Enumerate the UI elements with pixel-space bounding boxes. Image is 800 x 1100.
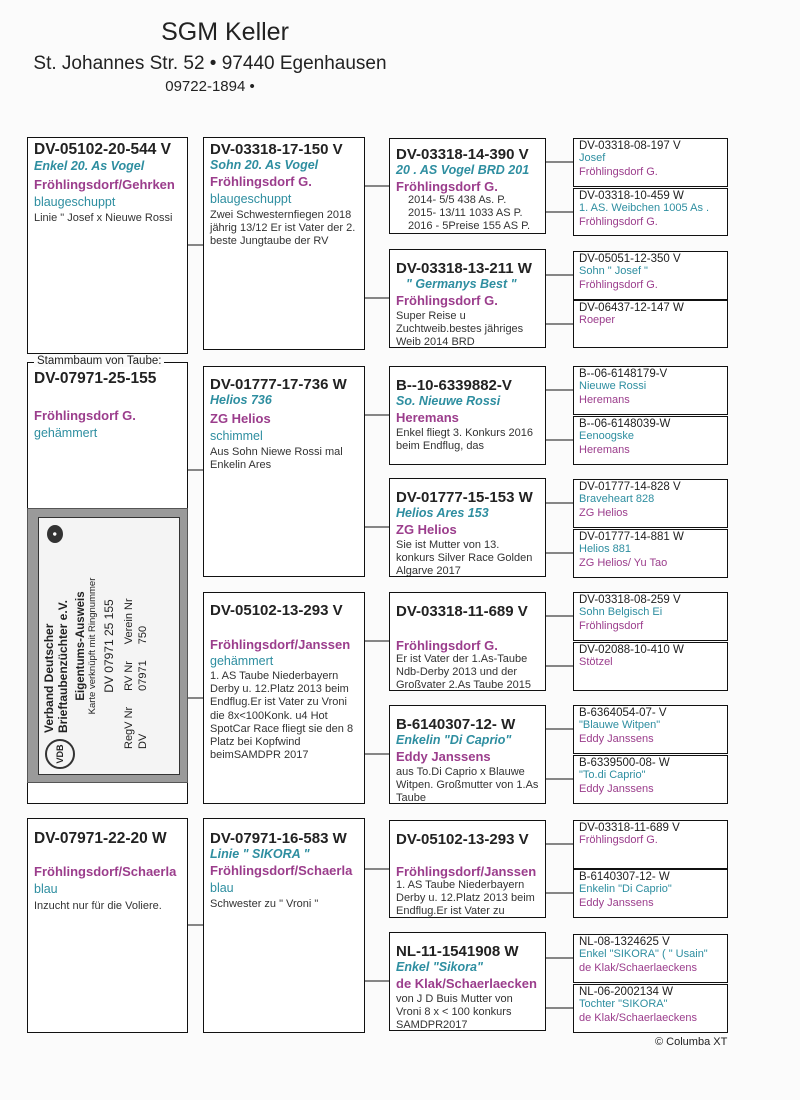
mother-box bbox=[27, 818, 188, 1033]
gggp-ring: B--06-6148179-V bbox=[579, 368, 668, 380]
gggp-ring: DV-06437-12-147 W bbox=[579, 302, 684, 314]
gggp-line: "Blauwe Witpen" bbox=[579, 719, 661, 731]
gggp-line: Roeper bbox=[579, 314, 616, 326]
gp-ff-info: Zwei Schwesternfiegen 2018 jährig 13/12 Er ist Vater der 2. beste Jungtaube der RV bbox=[210, 209, 356, 248]
gggp-ring: NL-08-1324625 V bbox=[579, 936, 670, 948]
ggp-info: Sie ist Mutter von 13. konkurs Silver Race Golden Algarve 2017 bbox=[396, 539, 533, 577]
ggp-box bbox=[389, 932, 546, 1031]
ownership-card-inner bbox=[38, 517, 180, 775]
ggp-breeder: Fröhlingsdorf/Janssen bbox=[396, 864, 537, 879]
subject-breeder: Fröhlingsdorf G. bbox=[34, 408, 136, 423]
gggp-box bbox=[573, 984, 728, 1033]
gggp-box bbox=[573, 188, 728, 236]
gggp-line: Nieuwe Rossi bbox=[579, 380, 647, 392]
card-subtitle: Karte verknüpft mit Ringnummer bbox=[86, 577, 98, 715]
ggp-box bbox=[389, 138, 546, 234]
gggp-ring: DV-03318-08-197 V bbox=[579, 140, 681, 152]
gggp-line: Eddy Janssens bbox=[579, 782, 654, 795]
ggp-breeder: Fröhlingsdorf G. bbox=[396, 638, 498, 653]
gp-mf-ring: DV-05102-13-293 V bbox=[210, 602, 343, 619]
subject-color: gehämmert bbox=[34, 426, 98, 440]
card-number: DV 07971 25 155 bbox=[101, 599, 116, 693]
ggp-ring: DV-05102-13-293 V bbox=[396, 831, 529, 848]
card-value: DV bbox=[136, 733, 149, 749]
header-name: SGM Keller bbox=[161, 18, 289, 46]
gggp-line: Helios 881 bbox=[579, 543, 631, 555]
gggp-box bbox=[573, 869, 728, 918]
card-title: Eigentums-Ausweis bbox=[74, 591, 87, 701]
gggp-ring: B-6140307-12- W bbox=[579, 871, 670, 883]
ggp-box bbox=[389, 478, 546, 577]
gggp-line: Fröhlingsdorf G. bbox=[579, 834, 658, 846]
gggp-line: ZG Helios bbox=[579, 506, 628, 519]
card-header: Verein Nr bbox=[122, 598, 135, 645]
gggp-line: Tochter "SIKORA" bbox=[579, 998, 668, 1010]
grandparent-mf-box bbox=[203, 592, 365, 804]
grandparent-ff-box bbox=[203, 137, 365, 350]
gggp-line: Eddy Janssens bbox=[579, 732, 654, 745]
ggp-ring: DV-01777-15-153 W bbox=[396, 489, 533, 506]
pigeon-icon: ● bbox=[47, 525, 63, 543]
ggp-info: Super Reise u Zuchtweib.bestes jähriges Weib 2014 BRD bbox=[396, 310, 524, 348]
gggp-box bbox=[573, 251, 728, 300]
ggp-box bbox=[389, 249, 546, 348]
gggp-line: de Klak/Schaerlaeckens bbox=[579, 1011, 698, 1024]
gggp-line: ZG Helios/ Yu Tao bbox=[579, 556, 668, 569]
ggp-box bbox=[389, 366, 546, 465]
card-org-line2: Brieftaubenzüchter e.V. bbox=[55, 600, 70, 733]
ggp-info: Er ist Vater der 1.As-Taube Ndb-Derby 2013 und der Großvater 2.As Taube 2015 bbox=[396, 653, 531, 691]
ggp-desc: Helios Ares 153 bbox=[396, 506, 489, 520]
ggp-ring: DV-03318-11-689 V bbox=[396, 603, 528, 620]
vdb-logo-icon: VDB bbox=[45, 739, 75, 769]
gp-mm-breeder: Fröhlingsdorf/Schaerla bbox=[210, 863, 353, 878]
gggp-box bbox=[573, 479, 728, 528]
gggp-box bbox=[573, 934, 728, 983]
gggp-ring: DV-01777-14-828 V bbox=[579, 481, 681, 493]
gp-fm-ring: DV-01777-17-736 W bbox=[210, 376, 347, 393]
mother-info: Inzucht nur für die Voliere. bbox=[34, 900, 162, 912]
father-box bbox=[27, 137, 188, 354]
ggp-ring: B--10-6339882-V bbox=[396, 377, 512, 394]
grandparent-mm-box bbox=[203, 818, 365, 1033]
gp-mf-color: gehämmert bbox=[210, 654, 274, 668]
ggp-breeder: Heremans bbox=[396, 410, 459, 425]
ggp-breeder: ZG Helios bbox=[396, 522, 457, 537]
header-phone: 09722-1894 • bbox=[165, 78, 255, 95]
card-value: 07971 bbox=[136, 660, 149, 691]
father-desc: Enkel 20. As Vogel bbox=[34, 159, 145, 173]
card-table bbox=[122, 590, 150, 757]
gp-mm-desc: Linie " SIKORA " bbox=[210, 847, 310, 861]
gp-ff-ring: DV-03318-17-150 V bbox=[210, 141, 343, 158]
card-value: 750 bbox=[136, 625, 149, 645]
grandparent-fm-box bbox=[203, 366, 365, 577]
gggp-line: Eenoogske bbox=[579, 430, 635, 442]
card-org-line1: Verband Deutscher bbox=[42, 623, 56, 733]
father-ring: DV-05102-20-544 V bbox=[34, 141, 172, 158]
gggp-ring: NL-06-2002134 W bbox=[579, 986, 673, 998]
card-header: RV Nr bbox=[122, 661, 135, 691]
ggp-desc: 20 . AS Vogel BRD 201 bbox=[396, 163, 530, 177]
father-breeder: Fröhlingsdorf/Gehrken bbox=[34, 177, 175, 192]
ggp-info: 1. AS Taube Niederbayern Derby u. 12.Platz 2013 beim Endflug.Er ist Vater zu bbox=[396, 879, 535, 918]
gggp-box bbox=[573, 529, 728, 578]
gggp-box bbox=[573, 138, 728, 187]
stammbaum-label: Stammbaum von Taube: bbox=[34, 355, 164, 367]
copyright: © Columba XT bbox=[655, 1036, 728, 1048]
ggp-info: von J D Buis Mutter von Vroni 8 x < 100 konkurs SAMDPR2017 bbox=[396, 993, 513, 1031]
ggp-box bbox=[389, 592, 546, 691]
gggp-line: Fröhlingsdorf G. bbox=[579, 165, 658, 178]
gggp-ring: DV-01777-14-881 W bbox=[579, 531, 684, 543]
gp-mf-breeder: Fröhlingsdorf/Janssen bbox=[210, 637, 351, 652]
gggp-line: Fröhlingsdorf G. bbox=[579, 278, 658, 291]
gggp-line: Heremans bbox=[579, 393, 630, 406]
gggp-ring: DV-03318-11-689 V bbox=[579, 822, 680, 834]
mother-color: blau bbox=[34, 882, 58, 896]
father-info: Linie " Josef x Nieuwe Rossi bbox=[34, 212, 173, 224]
gp-fm-color: schimmel bbox=[210, 429, 263, 443]
gggp-line: Fröhlingsdorf G. bbox=[579, 215, 658, 228]
ggp-desc: " Germanys Best " bbox=[406, 277, 517, 291]
gggp-box bbox=[573, 416, 728, 465]
gggp-ring: B--06-6148039-W bbox=[579, 418, 671, 430]
ggp-breeder: Fröhlingsdorf G. bbox=[396, 293, 498, 308]
ggp-info: aus To.Di Caprio x Blauwe Witpen. Großmutter von 1.As Taube bbox=[396, 766, 539, 804]
header-address: St. Johannes Str. 52 • 97440 Egenhausen bbox=[33, 53, 387, 74]
ownership-card-content bbox=[43, 521, 175, 771]
gggp-line: Enkelin "Di Caprio" bbox=[579, 883, 672, 895]
ggp-breeder: Eddy Janssens bbox=[396, 749, 491, 764]
gggp-ring: DV-05051-12-350 V bbox=[579, 253, 681, 265]
gp-mm-color: blau bbox=[210, 881, 234, 895]
ggp-breeder: de Klak/Schaerlaecken bbox=[396, 976, 537, 991]
ggp-info-line: 2016 - 5Preise 155 AS P. bbox=[408, 220, 531, 233]
subject-ring: DV-07971-25-155 bbox=[34, 370, 157, 387]
gggp-ring: B-6339500-08- W bbox=[579, 757, 670, 769]
gp-ff-color: blaugeschuppt bbox=[210, 192, 292, 206]
gp-fm-desc: Helios 736 bbox=[210, 393, 272, 407]
ggp-info: Enkel fliegt 3. Konkurs 2016 beim Endflug, das bbox=[396, 427, 533, 453]
ggp-desc: Enkel "Sikora" bbox=[396, 960, 483, 974]
gggp-ring: B-6364054-07- V bbox=[579, 707, 667, 719]
ggp-desc: So. Nieuwe Rossi bbox=[396, 394, 501, 408]
ownership-card bbox=[27, 508, 188, 783]
ggp-ring: B-6140307-12- W bbox=[396, 716, 516, 733]
ggp-box bbox=[389, 820, 546, 918]
gggp-line: Fröhlingsdorf bbox=[579, 619, 644, 632]
gp-ff-desc: Sohn 20. As Vogel bbox=[210, 158, 319, 172]
gggp-box bbox=[573, 366, 728, 415]
father-color: blaugeschuppt bbox=[34, 195, 116, 209]
gggp-line: Heremans bbox=[579, 443, 630, 456]
gp-fm-info: Aus Sohn Niewe Rossi mal Enkelin Ares bbox=[210, 446, 343, 472]
gggp-box bbox=[573, 592, 728, 641]
gggp-box bbox=[573, 705, 728, 754]
ggp-box bbox=[389, 705, 546, 804]
gggp-box bbox=[573, 820, 728, 869]
gggp-line: Braveheart 828 bbox=[579, 493, 655, 505]
gggp-ring: DV-03318-10-459 W bbox=[579, 190, 684, 202]
gggp-line: de Klak/Schaerlaeckens bbox=[579, 961, 698, 974]
gggp-line: Eddy Janssens bbox=[579, 896, 654, 909]
gggp-box bbox=[573, 755, 728, 804]
gggp-line: Enkel "SIKORA" ( " Usain" bbox=[579, 948, 708, 960]
gggp-line: Sohn Belgisch Ei bbox=[579, 606, 663, 618]
gggp-ring: DV-02088-10-410 W bbox=[579, 644, 684, 656]
ggp-ring: DV-03318-14-390 V bbox=[396, 146, 529, 163]
mother-ring: DV-07971-22-20 W bbox=[34, 830, 167, 847]
gggp-line: 1. AS. Weibchen 1005 As . bbox=[579, 202, 710, 214]
ggp-info-line: 2015- 13/11 1033 AS P. bbox=[408, 207, 523, 220]
gp-mm-ring: DV-07971-16-583 W bbox=[210, 830, 347, 847]
gp-mm-info: Schwester zu " Vroni " bbox=[210, 898, 319, 910]
gp-fm-breeder: ZG Helios bbox=[210, 411, 271, 426]
card-header: RegV Nr bbox=[122, 706, 135, 749]
gggp-line: Stötzel bbox=[579, 656, 613, 668]
ggp-breeder: Fröhlingsdorf G. bbox=[396, 179, 498, 194]
gp-mf-info: 1. AS Taube Niederbayern Derby u. 12.Platz 2013 beim Endflug.Er ist Vater zu Vroni die 8x<100Konk. u4 Hot SpotCar Race fliegt sie den 8 Platz bei Kopfwind beimSAMDPR 2017 bbox=[210, 670, 354, 762]
ggp-desc: Enkelin "Di Caprio" bbox=[396, 733, 512, 747]
gggp-ring: DV-03318-08-259 V bbox=[579, 594, 681, 606]
gp-ff-breeder: Fröhlingsdorf G. bbox=[210, 174, 312, 189]
ggp-info-line: 2014- 5/5 438 As. P. bbox=[408, 194, 507, 206]
mother-breeder: Fröhlingsdorf/Schaerla bbox=[34, 864, 177, 879]
ggp-ring: NL-11-1541908 W bbox=[396, 943, 519, 960]
gggp-line: Sohn " Josef " bbox=[579, 265, 648, 277]
gggp-box bbox=[573, 300, 728, 348]
gggp-box bbox=[573, 642, 728, 691]
gggp-line: "To.di Caprio" bbox=[579, 769, 646, 781]
gggp-line: Josef bbox=[579, 152, 606, 164]
ggp-ring: DV-03318-13-211 W bbox=[396, 260, 532, 277]
